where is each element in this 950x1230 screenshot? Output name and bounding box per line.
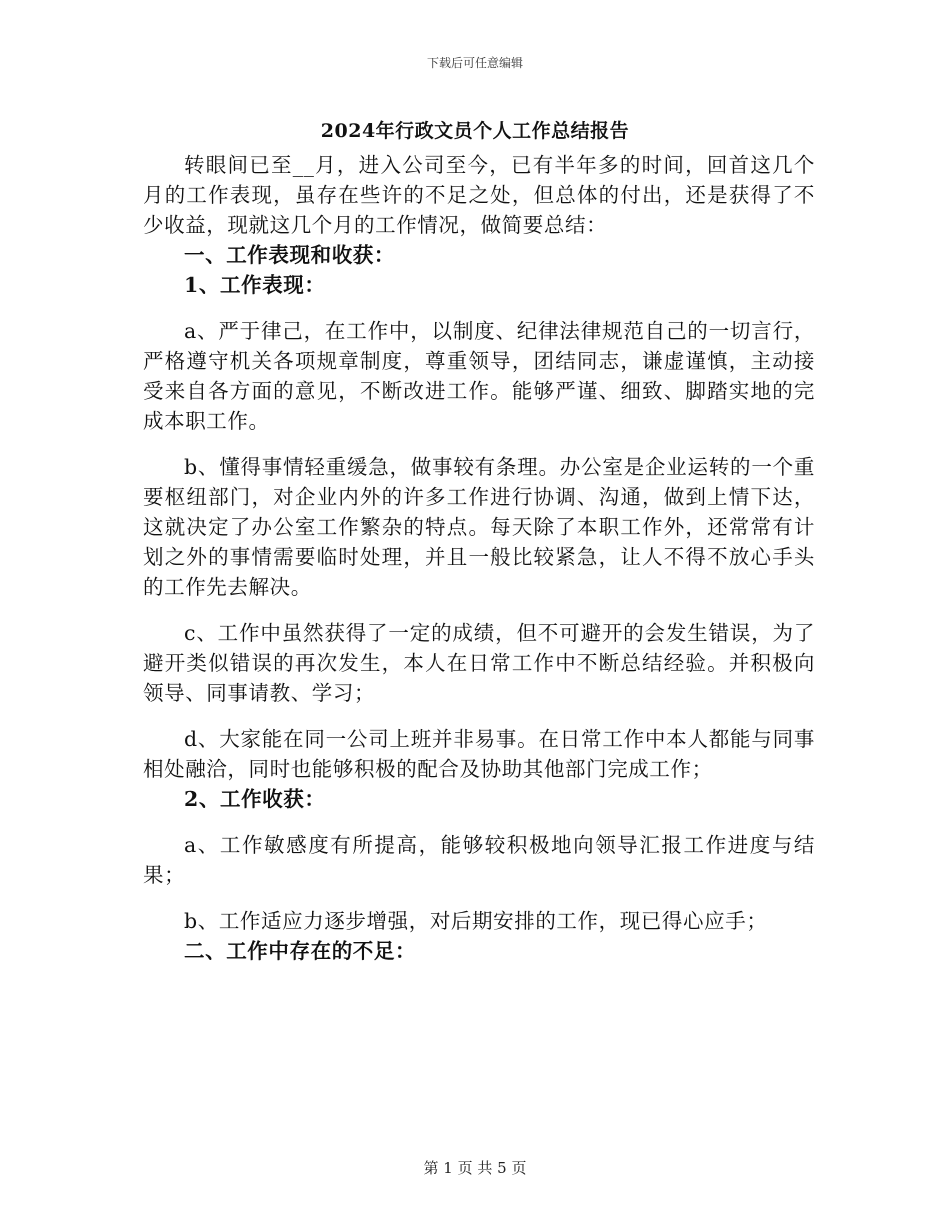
item-b-paragraph: b、懂得事情轻重缓急，做事较有条理。办公室是企业运转的一个重要枢纽部门，对企业内外的许多工作进行协调、沟通，做到上情下达，这就决定了办公室工作繁杂的特点。每天除了本职工作外，还常常有计划之外的事情需要临时处理，并且一般比较紧急，让人不得不放心手头的工作先去解决。 <box>143 455 815 599</box>
page-footer: 第 1 页 共 5 页 <box>423 1159 527 1177</box>
section-2-heading: 二、工作中存在的不足： <box>184 939 417 963</box>
item-a-paragraph: a、严于律己，在工作中，以制度、纪律法律规范自己的一切言行，严格遵守机关各项规章制度，尊重领导，团结同志，谦虚谨慎，主动接受来自各方面的意见，不断改进工作。能够严谨、细致、脚踏实地的完成本职工作。 <box>143 319 815 433</box>
item-d-paragraph: d、大家能在同一公司上班并非易事。在日常工作中本人都能与同事相处融洽，同时也能够积极的配合及协助其他部门完成工作； <box>143 727 815 781</box>
document-title: 2024年行政文员个人工作总结报告 <box>320 120 630 142</box>
document-body <box>143 150 815 966</box>
intro-paragraph: 转眼间已至__月，进入公司至今，已有半年多的时间，回首这几个月的工作表现，虽存在些许的不足之处，但总体的付出，还是获得了不少收益，现就这几个月的工作情况，做简要总结： <box>143 153 815 237</box>
gain-b-paragraph: b、工作适应力逐步增强，对后期安排的工作，现已得心应手； <box>184 909 768 933</box>
gain-a-paragraph: a、工作敏感度有所提高，能够较积极地向领导汇报工作进度与结果； <box>143 833 815 887</box>
subsection-2-heading: 2、工作收获： <box>184 787 326 811</box>
section-1-heading: 一、工作表现和收获： <box>184 243 395 267</box>
header-note: 下载后可任意编辑 <box>426 56 523 70</box>
item-c-paragraph: c、工作中虽然获得了一定的成绩，但不可避开的会发生错误，为了避开类似错误的再次发生，本人在日常工作中不断总结经验。并积极向领导、同事请教、学习； <box>143 621 815 705</box>
subsection-1-heading: 1、工作表现： <box>184 273 326 297</box>
